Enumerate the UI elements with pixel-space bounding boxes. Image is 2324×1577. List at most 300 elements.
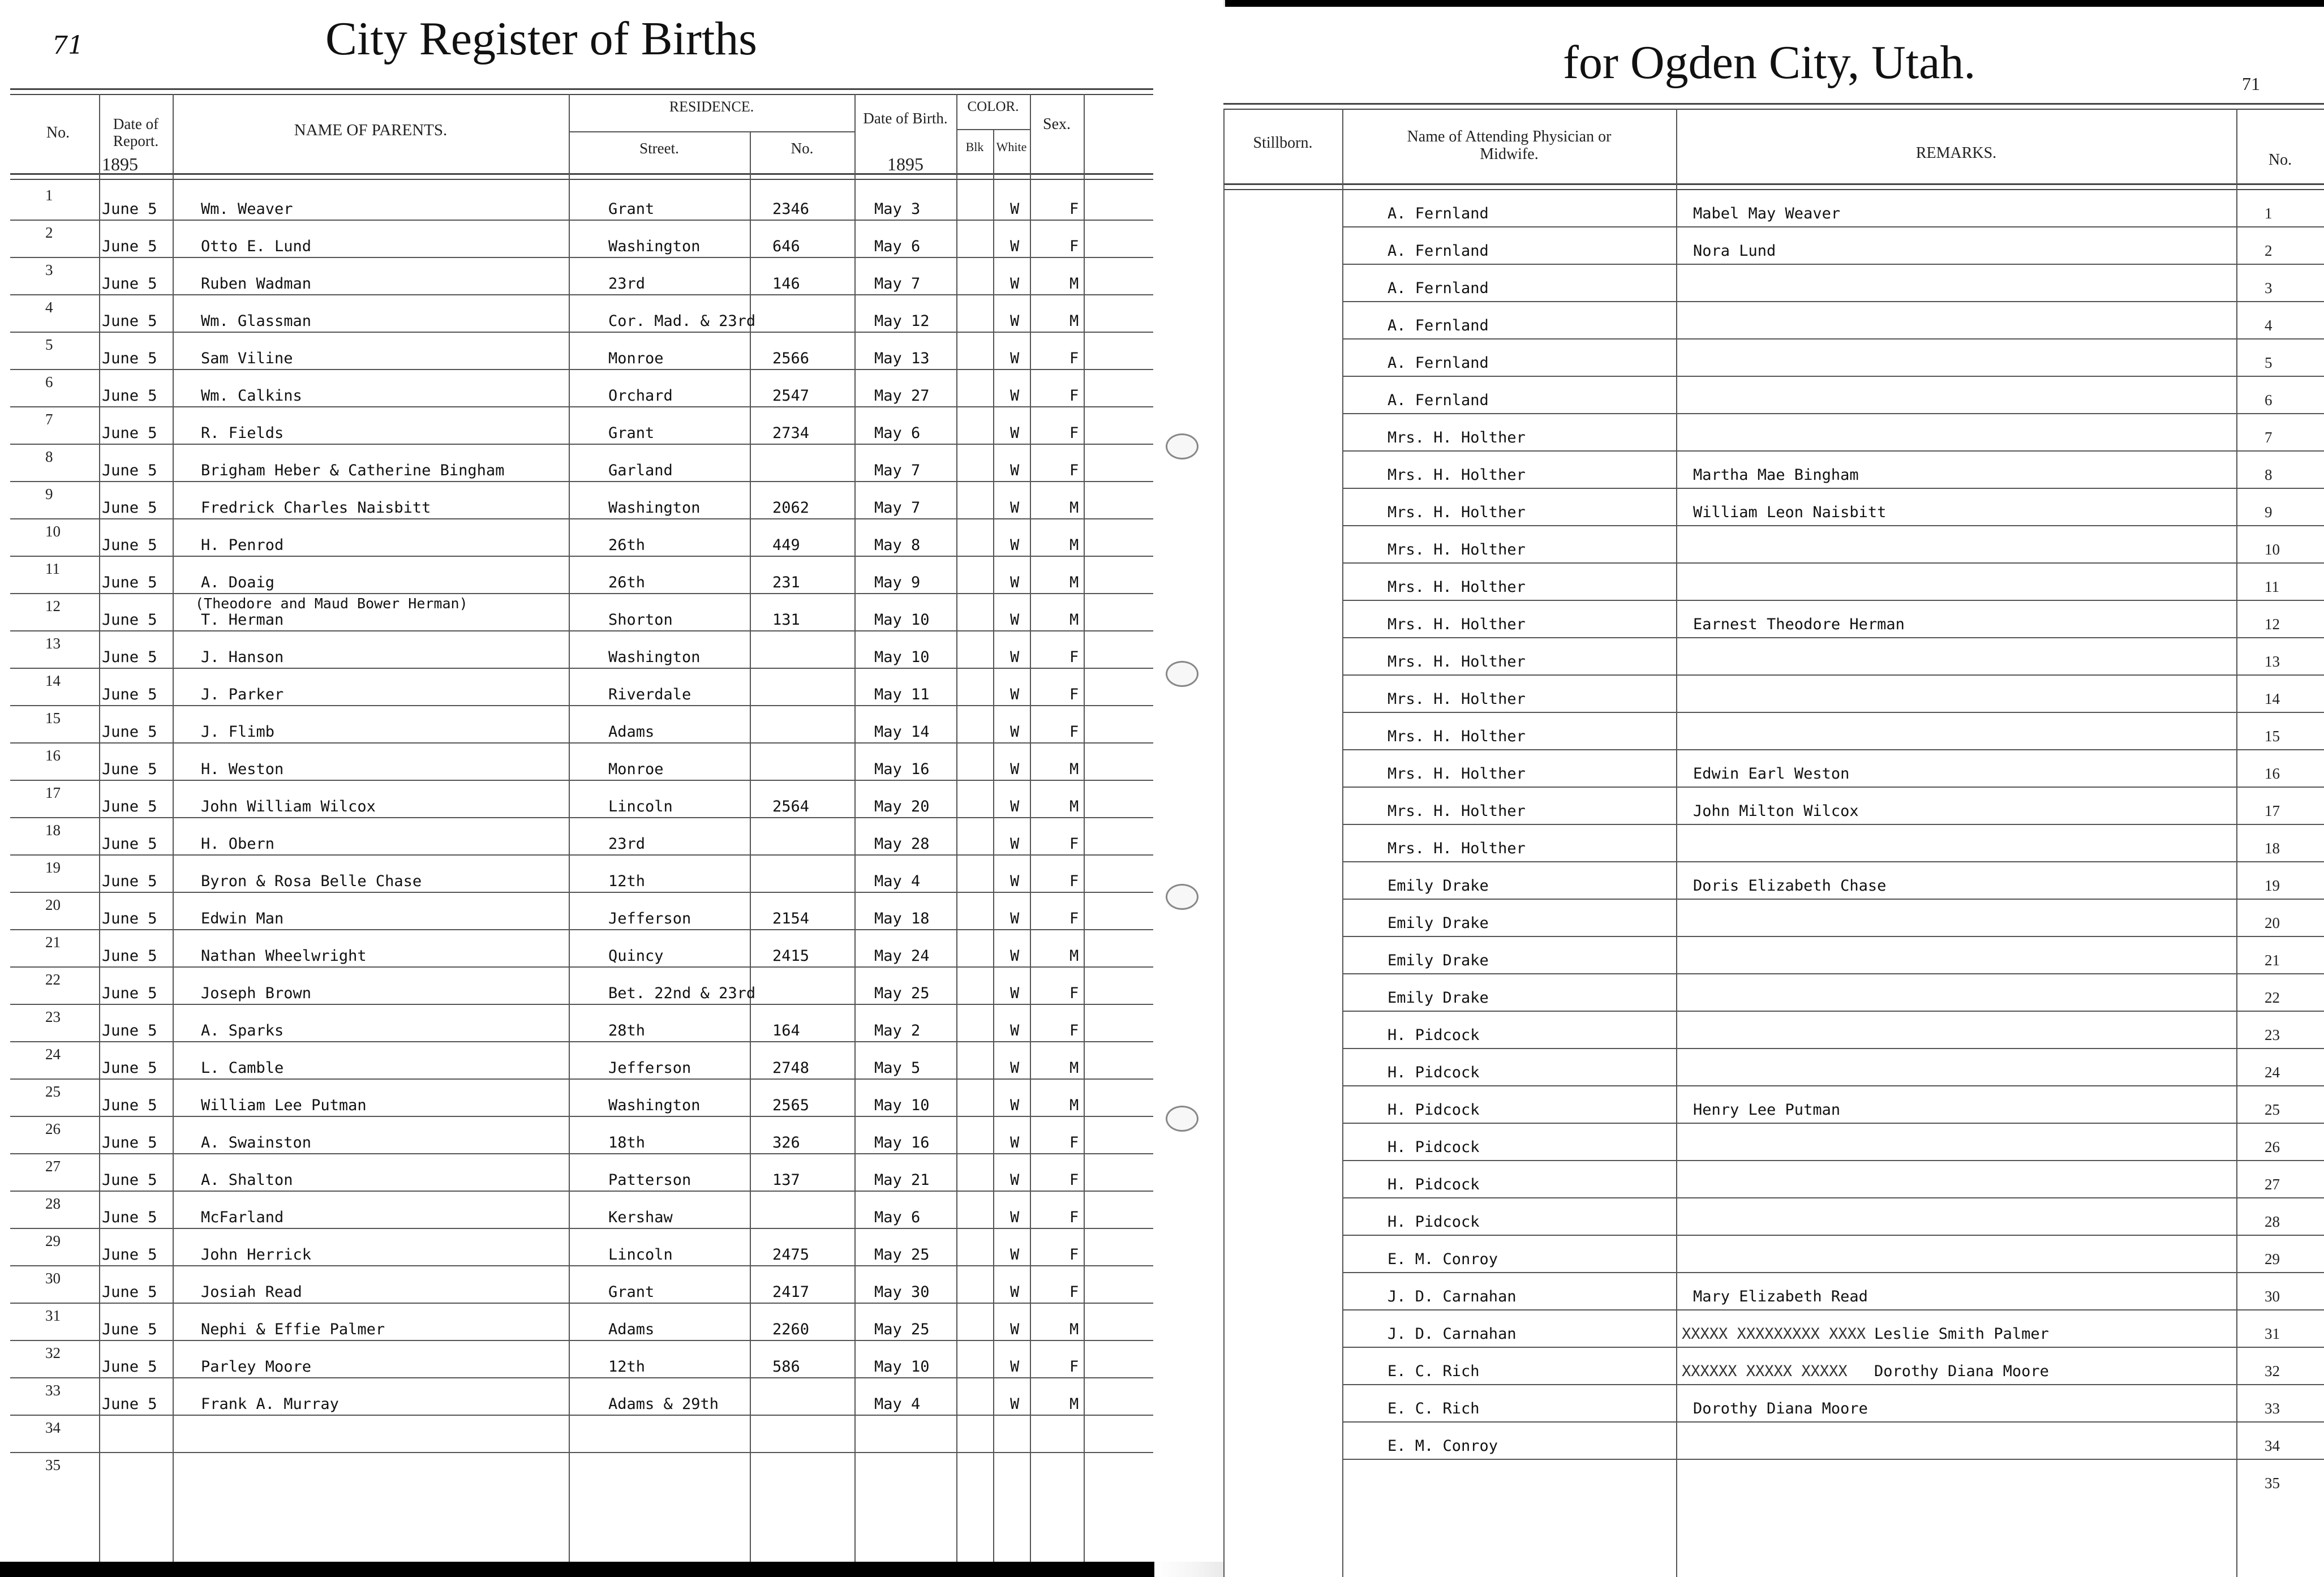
row-divider: [10, 1377, 1153, 1378]
row-divider: [10, 668, 1153, 669]
birth-date: May 10: [874, 611, 930, 629]
house-number: 2748: [772, 1059, 810, 1077]
parents-name: Nathan Wheelwright: [201, 947, 367, 965]
report-date: June 5: [102, 686, 157, 703]
row-divider: [10, 481, 1153, 482]
street: Jefferson: [608, 1059, 691, 1077]
parents-name: J. Flimb: [201, 723, 275, 741]
parents-name: Nephi & Effie Palmer: [201, 1321, 385, 1338]
color: W: [1010, 798, 1020, 815]
street: Adams & 29th: [608, 1395, 719, 1413]
row-number: 11: [2265, 578, 2279, 595]
row-divider: [1342, 338, 2324, 340]
birth-date: May 11: [874, 686, 930, 703]
struck-remark: XXXXXX XXXXX XXXXX: [1682, 1363, 1848, 1380]
color: W: [1010, 1022, 1020, 1039]
report-date: June 5: [102, 1209, 157, 1226]
header-name-of-parents: NAME OF PARENTS.: [294, 121, 448, 139]
row-number: 27: [2265, 1176, 2280, 1193]
color: W: [1010, 910, 1020, 927]
street: Grant: [608, 424, 655, 442]
sex: M: [1069, 275, 1079, 293]
row-divider: [10, 1191, 1153, 1192]
remark: Martha Mae Bingham: [1693, 466, 1859, 484]
row-divider: [1342, 600, 2324, 601]
parents-name: L. Camble: [201, 1059, 284, 1077]
row-number: 10: [45, 523, 61, 540]
sex: F: [1069, 873, 1079, 890]
row-number: 16: [45, 747, 61, 764]
color: W: [1010, 723, 1020, 741]
birth-date: May 16: [874, 760, 930, 778]
report-date: June 5: [102, 910, 157, 927]
attending-physician: H. Pidcock: [1387, 1176, 1480, 1193]
birth-date: May 24: [874, 947, 930, 965]
parents-name: A. Shalton: [201, 1171, 293, 1189]
row-number: 12: [45, 598, 61, 615]
report-date: June 5: [102, 312, 157, 330]
header-stillborn: Stillborn.: [1253, 134, 1313, 152]
row-number: 21: [45, 934, 61, 951]
house-number: 586: [772, 1358, 800, 1376]
street: Lincoln: [608, 1246, 673, 1264]
row-divider: [1342, 525, 2324, 526]
street: Garland: [608, 462, 673, 479]
color: W: [1010, 760, 1020, 778]
row-divider: [1342, 899, 2324, 900]
sex: F: [1069, 1209, 1079, 1226]
street: Washington: [608, 499, 701, 517]
color: W: [1010, 648, 1020, 666]
report-date: June 5: [102, 1134, 157, 1151]
house-number: 2734: [772, 424, 810, 442]
color: W: [1010, 1321, 1020, 1338]
attending-physician: Mrs. H. Holther: [1387, 541, 1526, 558]
row-divider: [10, 780, 1153, 781]
report-date: June 5: [102, 611, 157, 629]
birth-date: May 6: [874, 1209, 921, 1226]
row-number: 3: [45, 261, 53, 278]
row-number: 32: [2265, 1363, 2280, 1380]
row-divider: [1342, 674, 2324, 676]
sex: F: [1069, 200, 1079, 218]
row-divider: [1342, 861, 2324, 862]
header-color-white: White: [996, 140, 1027, 154]
row-divider: [1342, 973, 2324, 974]
parents-name: R. Fields: [201, 424, 284, 442]
sex: F: [1069, 1022, 1079, 1039]
report-date: June 5: [102, 200, 157, 218]
row-number: 1: [45, 187, 53, 204]
row-number: 4: [45, 299, 53, 316]
row-divider: [1342, 301, 2324, 302]
house-number: 2566: [772, 350, 810, 367]
row-number: 2: [2265, 242, 2273, 259]
report-date: June 5: [102, 648, 157, 666]
row-number: 26: [2265, 1138, 2280, 1155]
street: 26th: [608, 536, 646, 554]
sex: F: [1069, 1171, 1079, 1189]
house-number: 2154: [772, 910, 810, 927]
row-divider: [1342, 1197, 2324, 1198]
birth-date: May 2: [874, 1022, 921, 1039]
row-number: 35: [2265, 1475, 2280, 1492]
house-number: 2415: [772, 947, 810, 965]
birth-date: May 10: [874, 1358, 930, 1376]
report-date: June 5: [102, 1395, 157, 1413]
header-residence-no: No.: [791, 140, 814, 157]
row-divider: [10, 966, 1153, 968]
parents-name: William Lee Putman: [201, 1097, 367, 1114]
row-number: 2: [45, 224, 53, 241]
sex: M: [1069, 574, 1079, 591]
sex: M: [1069, 536, 1079, 554]
row-divider: [1342, 1459, 2324, 1460]
sex: M: [1069, 760, 1079, 778]
house-number: 2475: [772, 1246, 810, 1264]
row-number: 23: [45, 1008, 61, 1025]
attending-physician: H. Pidcock: [1387, 1064, 1480, 1081]
row-number: 4: [2265, 317, 2273, 334]
header-attending-physician: Name of Attending Physician or Midwife.: [1407, 128, 1612, 163]
birth-date: May 4: [874, 1395, 921, 1413]
row-divider: [1342, 1347, 2324, 1348]
header-birth-year: 1895: [887, 154, 923, 174]
row-number: 20: [2265, 914, 2280, 931]
row-divider: [1342, 1309, 2324, 1310]
right-page-number: 71: [2242, 74, 2260, 94]
color: W: [1010, 1283, 1020, 1301]
sex: M: [1069, 1097, 1079, 1114]
color: W: [1010, 1246, 1020, 1264]
header-sex: Sex.: [1043, 115, 1071, 133]
row-divider: [1342, 450, 2324, 452]
house-number: 231: [772, 574, 800, 591]
remark: Nora Lund: [1693, 242, 1776, 260]
parents-name: H. Weston: [201, 760, 284, 778]
header-color-blk: Blk: [965, 140, 984, 154]
parents-name: Ruben Wadman: [201, 275, 312, 293]
street: Grant: [608, 1283, 655, 1301]
house-number: 2062: [772, 499, 810, 517]
birth-date: May 16: [874, 1134, 930, 1151]
row-divider: [1342, 1085, 2324, 1086]
row-number: 3: [2265, 280, 2273, 297]
color: W: [1010, 200, 1020, 218]
remark: Henry Lee Putman: [1693, 1101, 1841, 1119]
row-number: 13: [45, 635, 61, 652]
color: W: [1010, 462, 1020, 479]
color: W: [1010, 873, 1020, 890]
report-date: June 5: [102, 574, 157, 591]
street: Cor. Mad. & 23rd: [608, 312, 756, 330]
row-number: 14: [45, 672, 61, 689]
row-divider: [10, 294, 1153, 295]
row-number: 9: [45, 485, 53, 502]
birth-date: May 14: [874, 723, 930, 741]
street: 23rd: [608, 275, 646, 293]
header-date-of-report: Date of Report.: [113, 115, 159, 149]
row-number: 10: [2265, 541, 2280, 558]
street: 23rd: [608, 835, 646, 853]
row-number: 25: [45, 1083, 61, 1100]
street: Monroe: [608, 350, 664, 367]
attending-physician: E. M. Conroy: [1387, 1251, 1498, 1268]
report-date: June 5: [102, 499, 157, 517]
row-number: 7: [45, 411, 53, 428]
parents-name: Brigham Heber & Catherine Bingham: [201, 462, 505, 479]
street: Kershaw: [608, 1209, 673, 1226]
parents-name: A. Sparks: [201, 1022, 284, 1039]
row-divider: [1342, 264, 2324, 265]
birth-date: May 4: [874, 873, 921, 890]
row-number: 23: [2265, 1026, 2280, 1043]
row-number: 22: [45, 971, 61, 988]
row-number: 25: [2265, 1101, 2280, 1118]
street: Orchard: [608, 387, 673, 405]
row-divider: [1342, 1160, 2324, 1161]
sex: F: [1069, 238, 1079, 255]
birth-date: May 6: [874, 424, 921, 442]
color: W: [1010, 835, 1020, 853]
color: W: [1010, 947, 1020, 965]
attending-physician: H. Pidcock: [1387, 1213, 1480, 1231]
row-number: 16: [2265, 765, 2280, 782]
sex: F: [1069, 1246, 1079, 1264]
remark: John Milton Wilcox: [1693, 802, 1859, 820]
report-date: June 5: [102, 462, 157, 479]
house-number: 146: [772, 275, 800, 293]
row-divider: [1342, 712, 2324, 713]
color: W: [1010, 1134, 1020, 1151]
attending-physician: Mrs. H. Holther: [1387, 616, 1526, 633]
street: Adams: [608, 1321, 655, 1338]
row-divider: [1342, 1421, 2324, 1423]
row-number: 30: [45, 1270, 61, 1287]
row-divider: [10, 1452, 1153, 1453]
attending-physician: A. Fernland: [1387, 280, 1489, 297]
row-divider: [10, 1265, 1153, 1266]
report-date: June 5: [102, 985, 157, 1002]
attending-physician: Mrs. H. Holther: [1387, 466, 1526, 484]
house-number: 131: [772, 611, 800, 629]
row-divider: [1342, 562, 2324, 564]
remark: William Leon Naisbitt: [1693, 504, 1887, 521]
color: W: [1010, 424, 1020, 442]
row-number: 19: [2265, 877, 2280, 894]
row-number: 14: [2265, 690, 2280, 707]
row-divider: [10, 220, 1153, 221]
row-divider: [10, 556, 1153, 557]
street: Washington: [608, 1097, 701, 1114]
report-date: June 5: [102, 1059, 157, 1077]
color: W: [1010, 536, 1020, 554]
row-number: 28: [2265, 1213, 2280, 1230]
remark: Mary Elizabeth Read: [1693, 1288, 1868, 1305]
report-date: June 5: [102, 1358, 157, 1376]
row-divider: [10, 1340, 1153, 1341]
row-number: 6: [2265, 392, 2273, 409]
row-number: 24: [2265, 1064, 2280, 1081]
report-date: June 5: [102, 1283, 157, 1301]
report-date: June 5: [102, 760, 157, 778]
row-divider: [10, 332, 1153, 333]
header-report-year: 1895: [102, 154, 138, 174]
row-number: 26: [45, 1120, 61, 1137]
house-number: 326: [772, 1134, 800, 1151]
report-date: June 5: [102, 387, 157, 405]
row-divider: [10, 518, 1153, 519]
house-number: 2565: [772, 1097, 810, 1114]
header-remarks: REMARKS.: [1915, 144, 1997, 162]
row-number: 21: [2265, 952, 2280, 969]
binder-hole: [1166, 1106, 1198, 1132]
attending-physician: Mrs. H. Holther: [1387, 578, 1526, 596]
row-divider: [10, 1228, 1153, 1229]
house-number: 2564: [772, 798, 810, 815]
binder-hole: [1166, 433, 1198, 459]
attending-physician: H. Pidcock: [1387, 1101, 1480, 1119]
house-number: 2417: [772, 1283, 810, 1301]
attending-physician: Mrs. H. Holther: [1387, 653, 1526, 671]
color: W: [1010, 1209, 1020, 1226]
row-number: 22: [2265, 989, 2280, 1006]
birth-date: May 10: [874, 1097, 930, 1114]
parents-name: A. Swainston: [201, 1134, 312, 1151]
header-date-of-birth: Date of Birth.: [863, 110, 948, 127]
parents-name: J. Parker: [201, 686, 284, 703]
street: 12th: [608, 1358, 646, 1376]
report-date: June 5: [102, 350, 157, 367]
street: 12th: [608, 873, 646, 890]
row-divider: [10, 817, 1153, 818]
birth-date: May 3: [874, 200, 921, 218]
sex: F: [1069, 462, 1079, 479]
row-divider: [1342, 936, 2324, 937]
street: Quincy: [608, 947, 664, 965]
row-divider: [1342, 413, 2324, 414]
birth-date: May 30: [874, 1283, 930, 1301]
street: Washington: [608, 648, 701, 666]
sex: F: [1069, 350, 1079, 367]
header-street: Street.: [639, 140, 679, 157]
attending-physician: Mrs. H. Holther: [1387, 728, 1526, 745]
sex: F: [1069, 686, 1079, 703]
attending-physician: J. D. Carnahan: [1387, 1288, 1517, 1305]
color: W: [1010, 238, 1020, 255]
house-number: 2547: [772, 387, 810, 405]
row-divider: [10, 1004, 1153, 1005]
header-no: No.: [46, 124, 70, 141]
sex: F: [1069, 424, 1079, 442]
row-divider: [10, 406, 1153, 407]
street: 28th: [608, 1022, 646, 1039]
house-number: 164: [772, 1022, 800, 1039]
remark: Leslie Smith Palmer: [1874, 1325, 2049, 1343]
report-date: June 5: [102, 1022, 157, 1039]
parents-name: Wm. Weaver: [201, 200, 293, 218]
row-divider: [1342, 226, 2324, 227]
color: W: [1010, 312, 1020, 330]
row-number: 17: [2265, 802, 2280, 819]
row-divider: [10, 444, 1153, 445]
row-number: 5: [45, 336, 53, 353]
report-date: June 5: [102, 238, 157, 255]
row-number: 6: [45, 373, 53, 390]
birth-date: May 8: [874, 536, 921, 554]
row-divider: [10, 369, 1153, 370]
house-number: 646: [772, 238, 800, 255]
parents-name: John Herrick: [201, 1246, 312, 1264]
report-date: June 5: [102, 536, 157, 554]
row-divider: [1342, 787, 2324, 788]
sex: M: [1069, 611, 1079, 629]
parents-name: McFarland: [201, 1209, 284, 1226]
row-divider: [10, 929, 1153, 930]
row-divider: [1342, 749, 2324, 750]
color: W: [1010, 1097, 1020, 1114]
sex: F: [1069, 985, 1079, 1002]
parents-name: Joseph Brown: [201, 985, 312, 1002]
row-number: 29: [45, 1232, 61, 1249]
report-date: June 5: [102, 1171, 157, 1189]
row-divider: [1342, 1048, 2324, 1049]
right-page-title: for Ogden City, Utah.: [1563, 36, 1976, 89]
birth-date: May 9: [874, 574, 921, 591]
row-divider: [10, 1415, 1153, 1416]
row-number: 30: [2265, 1288, 2280, 1305]
parents-name: Wm. Glassman: [201, 312, 312, 330]
report-date: June 5: [102, 275, 157, 293]
sex: F: [1069, 723, 1079, 741]
street: Washington: [608, 238, 701, 255]
parents-name: Frank A. Murray: [201, 1395, 339, 1413]
attending-physician: Mrs. H. Holther: [1387, 504, 1526, 521]
attending-physician: E. C. Rich: [1387, 1400, 1480, 1417]
row-number: 33: [45, 1382, 61, 1399]
row-number: 33: [2265, 1400, 2280, 1417]
row-number: 32: [45, 1344, 61, 1361]
attending-physician: A. Fernland: [1387, 354, 1489, 372]
row-number: 1: [2265, 205, 2273, 222]
parents-name: J. Hanson: [201, 648, 284, 666]
row-divider: [1342, 1384, 2324, 1385]
row-number: 7: [2265, 429, 2273, 446]
sex: M: [1069, 312, 1079, 330]
attending-physician: Mrs. H. Holther: [1387, 802, 1526, 820]
color: W: [1010, 611, 1020, 629]
row-number: 35: [45, 1456, 61, 1473]
attending-physician: J. D. Carnahan: [1387, 1325, 1517, 1343]
header-no-right: No.: [2268, 151, 2292, 169]
remark: Dorothy Diana Moore: [1693, 1400, 1868, 1417]
row-number: 18: [45, 822, 61, 839]
house-number: 449: [772, 536, 800, 554]
parents-name: John William Wilcox: [201, 798, 376, 815]
attending-physician: Mrs. H. Holther: [1387, 765, 1526, 783]
parents-name: A. Doaig: [201, 574, 275, 591]
row-number: 15: [2265, 728, 2280, 745]
row-number: 20: [45, 896, 61, 913]
house-number: 137: [772, 1171, 800, 1189]
street: 18th: [608, 1134, 646, 1151]
street: Shorton: [608, 611, 673, 629]
birth-date: May 12: [874, 312, 930, 330]
row-divider: [10, 854, 1153, 856]
street: 26th: [608, 574, 646, 591]
row-divider: [1342, 1272, 2324, 1273]
row-divider: [10, 742, 1153, 744]
